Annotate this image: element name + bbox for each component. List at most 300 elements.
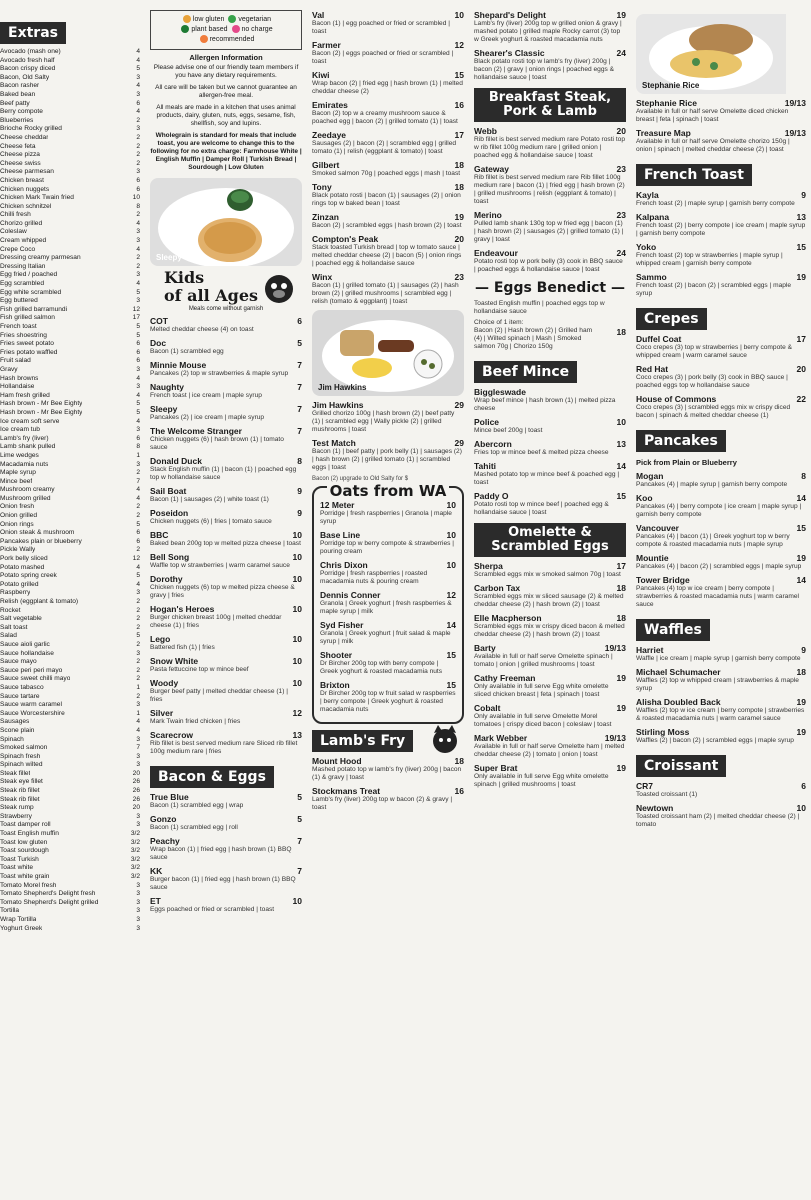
extras-item-name: Steak eye fillet (0, 778, 43, 786)
menu-item-price: 10 (292, 678, 302, 688)
menu-item-description: French toast (2) | maple syrup | garnish berry compote (636, 200, 795, 207)
menu-item-description: Bacon (2) | scrambled eggs | hash brown (2) | toast (312, 222, 462, 229)
menu-item-name: Gateway (474, 164, 509, 174)
extras-item-name: Spinach fresh (0, 752, 41, 760)
menu-item (636, 553, 806, 571)
menu-item (150, 486, 302, 504)
sleepy-photo (150, 178, 302, 266)
low-gluten-icon (183, 15, 191, 23)
extras-row (0, 314, 140, 323)
extras-row (0, 228, 140, 237)
extras-row (0, 108, 140, 117)
extras-item-name: Bacon, Old Salty (0, 73, 50, 81)
menu-item-price: 18 (454, 182, 464, 192)
extras-row (0, 306, 140, 315)
extras-item-price: 6 (136, 537, 140, 545)
menu-item-name: Gilbert (312, 160, 340, 170)
extras-item-name: Salt toast (0, 623, 28, 631)
menu-item (474, 248, 626, 274)
menu-item (312, 182, 464, 208)
menu-item-price: 13 (292, 730, 302, 740)
extras-row (0, 572, 140, 581)
menu-item-price: 23 (454, 272, 464, 282)
menu-item-description: Coco crepes (3) | scrambled eggs mix w crispy diced bacon | spinach & melted cheddar cheese (1) (636, 404, 791, 419)
extras-row (0, 48, 140, 57)
extras-item-name: Strawberry (0, 812, 32, 820)
extras-row (0, 710, 140, 719)
extras-item-price: 3 (136, 228, 140, 236)
extras-item-name: Tortilla (0, 907, 20, 915)
menu-item-name: Michael Schumacher (636, 667, 721, 677)
extras-item-price: 3 (136, 761, 140, 769)
extras-column (0, 10, 140, 933)
extras-row (0, 641, 140, 650)
menu-item-price: 7 (297, 382, 302, 392)
menu-item-price: 5 (297, 338, 302, 348)
menu-item-name: Elle Macpherson (474, 613, 542, 623)
extras-row (0, 271, 140, 280)
menu-item-name: Shearer's Classic (474, 48, 545, 58)
menu-item-description: Rib fillet is best served medium rare Rib fillet 100g medium rare | bacon (1) | fried egg | hash brown (2) | grilled mushrooms | relish (eggplant & tomato) | toast (474, 174, 625, 205)
menu-item-description: Bacon (1) | grilled tomato (1) | sausages (2) | hash brown (2) | grilled mushrooms | scrambled egg | relish (tomato & eggplant) | toast (312, 282, 459, 305)
extras-item-name: Smoked salmon (0, 744, 48, 752)
extras-row (0, 839, 140, 848)
menu-item-description: Waffles (2) top w whipped cream | strawberries & maple syrup (636, 677, 799, 692)
menu-item (474, 10, 626, 44)
menu-item-description: Rib fillet is best served medium rare Sliced rib fillet 100g medium rare | fries (150, 740, 298, 755)
extras-item-name: Cheese cheddar (0, 133, 49, 141)
extras-item-name: Mushroom creamy (0, 486, 55, 494)
extras-row (0, 830, 140, 839)
extras-item-name: Raspberry (0, 589, 31, 597)
extras-row (0, 701, 140, 710)
extras-row (0, 160, 140, 169)
sleepy-caption: Sleepy (156, 253, 182, 262)
menu-item-price: 19 (796, 727, 806, 737)
kids-subtitle: Meals come without garnish (188, 306, 264, 312)
extras-row (0, 100, 140, 109)
menu-item-price: 6 (297, 316, 302, 326)
menu-item-name: Jim Hawkins (312, 400, 364, 410)
extras-row (0, 125, 140, 134)
extras-row (0, 796, 140, 805)
extras-item-price: 3 (136, 383, 140, 391)
menu-item-description: Eggs poached or fried or scrambled | toast (150, 906, 275, 913)
steak-list (474, 126, 626, 274)
menu-item-price: 18 (616, 583, 626, 593)
extras-item-price: 2 (136, 675, 140, 683)
menu-item-price: 12 (446, 590, 456, 600)
menu-item-name: Red Hat (636, 364, 669, 374)
extras-item-price: 10 (132, 194, 140, 202)
extras-row (0, 366, 140, 375)
menu-item (636, 803, 806, 829)
stephanie-photo (636, 14, 806, 94)
menu-item (312, 234, 464, 268)
benedict-item: Toasted English muffin | poached eggs top w hollandaise sauce Choice of 1 item: Bacon (2) | Hash brown (2) | Grilled ham (4) | Wilted spinach | Mash | Smoked salmon 70g | Chorizo 150g 18 (474, 300, 626, 350)
extras-item-name: Bacon rasher (0, 82, 40, 90)
extras-row (0, 503, 140, 512)
menu-item (150, 456, 302, 482)
extras-item-name: Onion steak & mushroom (0, 529, 75, 537)
waffles-list (636, 645, 806, 745)
extras-item-price: 2 (136, 211, 140, 219)
menu-item-name: Sherpa (474, 561, 503, 571)
menu-item-price: 7 (297, 360, 302, 370)
extras-item-name: Spinach wilted (0, 761, 43, 769)
plant-based-icon (181, 25, 189, 33)
menu-item (312, 40, 464, 66)
menu-item-description: Mashed potato top w mince beef & poached egg | toast (474, 471, 620, 486)
extras-item-name: Hash browns (0, 374, 39, 382)
menu-item (312, 438, 464, 472)
extras-row (0, 332, 140, 341)
menu-item-price: 5 (297, 792, 302, 802)
extras-row (0, 727, 140, 736)
extras-row (0, 194, 140, 203)
extras-item-name: Gravy (0, 365, 18, 373)
menu-item-name: Harriet (636, 645, 664, 655)
menu-item (474, 439, 626, 457)
menu-item-description: Available in full or half serve Omelette diced chicken breast | feta | spinach | toast (636, 108, 789, 123)
extras-item-name: Sauce tabasco (0, 683, 44, 691)
jim-hawkins-caption: Jim Hawkins (318, 383, 367, 392)
extras-item-name: Hollandaise (0, 383, 35, 391)
extras-item-price: 5 (136, 520, 140, 528)
menu-item-name: Snow White (150, 656, 199, 666)
extras-item-name: Toast Turkish (0, 855, 39, 863)
menu-item-description: Smoked salmon 70g | poached eggs | mash | toast (312, 170, 461, 177)
extras-item-price: 12 (132, 305, 140, 313)
extras-item-name: Spinach (0, 735, 24, 743)
extras-item-price: 5 (136, 323, 140, 330)
menu-item-description: Lamb's fry (liver) 200g top w grilled onion & gravy | mashed potato | grilled maple Rocky carrot (3) top w Greek yoghurt & roasted macadamia nuts (474, 20, 622, 43)
extras-row (0, 693, 140, 702)
menu-item-name: Barty (474, 643, 496, 653)
extras-item-name: Egg white scrambled (0, 288, 62, 296)
extras-item-name: Toast damper roll (0, 821, 51, 829)
menu-item-description: Pasta fettuccine top w mince beef (150, 666, 249, 673)
extras-row (0, 847, 140, 856)
menu-item-price: 19 (454, 212, 464, 222)
menu-item-name: Vancouver (636, 523, 679, 533)
menu-item-name: Bell Song (150, 552, 190, 562)
menu-item-price: 17 (796, 334, 806, 344)
menu-item (150, 730, 302, 756)
menu-item-description: Bacon (2) | eggs poached or fried or scrambled | toast (312, 50, 454, 65)
extras-item-name: Toast white grain (0, 873, 50, 880)
menu-item-price: 9 (297, 508, 302, 518)
menu-item-description: Rib fillet is best served medium rare Potato rosti top w rib fillet 100g medium rare | grilled onion | poached egg & hollandaise sauce | toast (474, 136, 625, 159)
menu-item-description: French toast (2) top w strawberries | maple syrup | whipped cream | garnish berry compote (636, 252, 783, 267)
extras-item-price: 3 (136, 821, 140, 829)
extras-item-price: 3/2 (130, 873, 140, 880)
extras-item-name: Lime wedges (0, 451, 39, 459)
menu-item (150, 530, 302, 548)
menu-item-name: Shepard's Delight (474, 10, 546, 20)
extras-item-price: 4 (136, 563, 140, 571)
extras-item-price: 3 (136, 297, 140, 305)
extras-row (0, 452, 140, 461)
menu-item-price: 15 (796, 242, 806, 252)
extras-row (0, 856, 140, 865)
waffles-title: Waffles (636, 619, 710, 641)
pancakes-title: Pancakes (636, 430, 726, 452)
menu-item (474, 613, 626, 639)
extras-row (0, 890, 140, 899)
extras-row (0, 117, 140, 126)
extras-title: Extras (0, 22, 66, 44)
extras-item-price: 3/2 (130, 855, 140, 863)
menu-item-price: 7 (297, 404, 302, 414)
menu-item-price: 10 (292, 604, 302, 614)
extras-item-name: Steak fillet (0, 769, 31, 777)
menu-item-description: Bacon (2) top w a creamy mushroom sauce & poached egg | bacon (2) | grilled tomato (1) | toast (312, 110, 458, 125)
extras-item-price: 4 (136, 280, 140, 288)
menu-item-name: Sail Boat (150, 486, 187, 496)
menu-item (150, 896, 302, 914)
extras-row (0, 254, 140, 263)
extras-item-price: 4 (136, 245, 140, 253)
extras-item-price: 3 (136, 924, 140, 932)
menu-item-name: Cobalt (474, 703, 501, 713)
extras-item-price: 6 (136, 99, 140, 107)
extras-item-name: Cheese parmesan (0, 168, 54, 176)
extras-item-price: 3 (136, 365, 140, 373)
menu-item-name: Naughty (150, 382, 184, 392)
extras-item-name: Fries shoestring (0, 331, 47, 339)
extras-item-price: 2 (136, 116, 140, 124)
extras-item-price: 20 (132, 769, 140, 777)
croissant-title: Croissant (636, 755, 726, 777)
extras-item-name: Steak rib fillet (0, 795, 40, 803)
extras-row (0, 787, 140, 796)
menu-item-description: Black potato rosti top w lamb's fry (liver) 200g | bacon (2) | gravy | onion rings | poached eggs & hollandaise sauce | toast (474, 58, 615, 81)
bacon-eggs-title: Bacon & Eggs (150, 766, 274, 788)
extras-item-name: Steak rump (0, 804, 34, 812)
extras-item-name: Chicken breast (0, 176, 44, 184)
extras-row (0, 340, 140, 349)
extras-item-name: Onion grilled (0, 512, 38, 520)
extras-item-name: Yoghurt Greek (0, 924, 43, 932)
lambs-fry-title: Lamb's Fry (312, 730, 413, 752)
extras-row (0, 74, 140, 83)
extras-row (0, 581, 140, 590)
menu-item-description: Waffle top w strawberries | warm caramel sauce (150, 562, 290, 569)
menu-item (474, 643, 626, 669)
extras-item-price: 4 (136, 219, 140, 227)
menu-item (474, 48, 626, 82)
menu-item-name: Emirates (312, 100, 348, 110)
extras-item-name: Tomato Shepherd's Delight fresh (0, 890, 96, 898)
extras-row (0, 409, 140, 418)
extras-item-price: 2 (136, 615, 140, 623)
menu-item-description: Toasted croissant ham (2) | melted cheddar cheese (2) | tomato (636, 813, 800, 828)
menu-item-description: Waffle | ice cream | maple syrup | garnish berry compote (636, 655, 801, 662)
menu-item-name: Base Line (320, 530, 361, 540)
menu-item-name: Dennis Conner (320, 590, 381, 600)
menu-item (150, 360, 302, 378)
steak-title: Breakfast Steak, Pork & Lamb (474, 88, 626, 122)
menu-item-description: Wrap beef mince | hash brown (1) | melted pizza cheese (474, 397, 616, 412)
menu-item-name: Peachy (150, 836, 180, 846)
menu-item (636, 98, 806, 124)
menu-item-description: Waffles (2) top w ice cream | berry compote | strawberries & roasted macadamia nuts | warm caramel sauce (636, 707, 805, 722)
menu-item-description: Mashed potato top w lamb's fry (liver) 200g | bacon (1) & gravy | toast (312, 766, 462, 781)
menu-item (474, 583, 626, 609)
menu-item-price: 10 (454, 10, 464, 20)
extras-item-price: 3 (136, 168, 140, 176)
extras-row (0, 263, 140, 272)
menu-item-name: Cathy Freeman (474, 673, 536, 683)
menu-item-description: Pancakes (2) | ice cream | maple syrup (150, 414, 265, 421)
extras-item-price: 4 (136, 417, 140, 425)
menu-item-price: 22 (796, 394, 806, 404)
menu-item (320, 620, 456, 646)
menu-item-name: Endeavour (474, 248, 518, 258)
menu-item-name: Lego (150, 634, 171, 644)
menu-item-price: 10 (292, 574, 302, 584)
menu-item-description: Toasted croissant (1) (636, 791, 698, 798)
menu-item-name: True Blue (150, 792, 189, 802)
menu-item (474, 164, 626, 206)
extras-row (0, 873, 140, 882)
extras-item-name: Scone plain (0, 726, 35, 734)
menu-item-price: 12 (454, 40, 464, 50)
menu-item (320, 530, 456, 556)
menu-item-name: Hogan's Heroes (150, 604, 215, 614)
menu-item-name: Stirling Moss (636, 727, 690, 737)
menu-item (474, 417, 626, 435)
extras-row (0, 486, 140, 495)
dietary-legend: low gluten vegetarian plant based no charge recommended (150, 10, 302, 50)
extras-item-price: 4 (136, 718, 140, 726)
extras-item-price: 6 (136, 185, 140, 193)
kids-heading: Kids of all Ages (150, 270, 302, 304)
croissant-list (636, 781, 806, 829)
extras-item-name: Fish grilled barramundi (0, 305, 68, 313)
extras-row (0, 220, 140, 229)
menu-item (636, 190, 806, 208)
menu-item-name: Poseidon (150, 508, 189, 518)
extras-row (0, 392, 140, 401)
menu-item-name: Brixton (320, 680, 350, 690)
menu-item-description: Only available in full serve Egg white omelette spinach | grilled mushrooms | toast (474, 773, 609, 788)
extras-item-price: 1 (136, 683, 140, 691)
extras-item-name: Beef patty (0, 99, 30, 107)
extras-item-price: 4 (136, 391, 140, 399)
omelette-title: Omelette & Scrambled Eggs (474, 523, 626, 557)
extras-item-name: Sauce sweet chilli mayo (0, 675, 71, 683)
extras-row (0, 435, 140, 444)
extras-row (0, 177, 140, 186)
menu-item-price: 8 (801, 471, 806, 481)
menu-item-description: Bacon (1) | beef patty | pork belly (1) | sausages (2) | hash brown (2) | grilled tomato (1) | scrambled eggs | toast (312, 448, 462, 471)
menu-item-name: Chris Dixon (320, 560, 368, 570)
menu-item-name: Zeedaye (312, 130, 347, 140)
upgrade-note: Bacon (2) upgrade to Old Salty for $ (312, 476, 409, 482)
menu-item-description: Potato rosti top w mince beef | poached egg & hollandaise sauce | toast (474, 501, 609, 516)
extras-item-price: 6 (136, 348, 140, 356)
extras-item-price: 3 (136, 125, 140, 133)
menu-item-description: Pancakes (4) | bacon (1) | Greek yoghurt top w berry compote & roasted macadamia nuts | maple syrup (636, 533, 790, 548)
menu-item-price: 19/13 (604, 643, 626, 653)
menu-item (150, 708, 302, 726)
extras-item-price: 2 (136, 658, 140, 666)
extras-item-name: Fish grilled salmon (0, 314, 55, 322)
extras-item-name: Chorizo grilled (0, 219, 43, 227)
extras-item-name: Onion fresh (0, 503, 35, 511)
extras-item-name: Sauce hollandaise (0, 649, 54, 657)
extras-row (0, 246, 140, 255)
extras-item-name: Steak rib fillet (0, 787, 40, 795)
extras-item-price: 6 (136, 434, 140, 442)
menu-item-description: Porridge | fresh raspberries | Granola | maple syrup (320, 510, 452, 525)
menu-item (320, 650, 456, 676)
extras-item-name: Relish (eggplant & tomato) (0, 598, 79, 605)
extras-row (0, 598, 140, 607)
menu-item-name: Tony (312, 182, 332, 192)
extras-item-price: 26 (132, 787, 140, 795)
crepes-list (636, 334, 806, 420)
menu-item-price: 15 (454, 70, 464, 80)
extras-item-price: 5 (136, 572, 140, 580)
extras-item-price: 2 (136, 503, 140, 511)
menu-item (150, 316, 302, 334)
menu-item-description: French toast (2) | berry compote | ice cream | maple syrup | garnish berry compote (636, 222, 806, 237)
menu-item (636, 575, 806, 609)
extras-item-price: 6 (136, 176, 140, 184)
extras-item-name: Fruit salad (0, 357, 31, 365)
extras-item-name: Bacon crispy diced (0, 65, 56, 73)
menu-item (636, 697, 806, 723)
pancakes-subtitle: Pick from Plain or Blueberry (636, 458, 737, 467)
extras-item-name: Chicken schnitzel (0, 202, 52, 210)
menu-item-name: Super Brat (474, 763, 518, 773)
menu-item-description: Dr Bircher 200g top with berry compote | Greek yoghurt & roasted macadamia nuts (320, 660, 443, 675)
extras-list (0, 48, 140, 933)
extras-item-price: 17 (132, 314, 140, 322)
menu-item-name: Abercorn (474, 439, 512, 449)
menu-item-name: Dorothy (150, 574, 183, 584)
extras-item-name: Pickle Wally (0, 546, 36, 554)
extras-item-name: Dressing Italian (0, 262, 46, 270)
menu-item-price: 15 (616, 491, 626, 501)
extras-item-name: Chilli fresh (0, 211, 31, 219)
extras-row (0, 589, 140, 598)
menu-item-name: Kalpana (636, 212, 670, 222)
extras-row (0, 65, 140, 74)
extras-item-name: Sausages (0, 718, 30, 726)
extras-item-name: Egg fried / poached (0, 271, 58, 279)
menu-item (636, 128, 806, 154)
extras-item-price: 3 (136, 426, 140, 434)
extras-item-price: 8 (136, 443, 140, 451)
extras-item-name: Cheese feta (0, 142, 36, 150)
menu-item-name: Gonzo (150, 814, 177, 824)
extras-item-price: 2 (136, 546, 140, 554)
extras-row (0, 778, 140, 787)
menu-item (636, 493, 806, 519)
menu-item (474, 561, 626, 579)
extras-item-price: 12 (132, 555, 140, 563)
extras-item-price: 3 (136, 589, 140, 597)
extras-row (0, 907, 140, 916)
no-charge-icon (232, 25, 240, 33)
crepes-title: Crepes (636, 308, 707, 330)
menu-item (150, 574, 302, 600)
extras-item-price: 4 (136, 82, 140, 90)
